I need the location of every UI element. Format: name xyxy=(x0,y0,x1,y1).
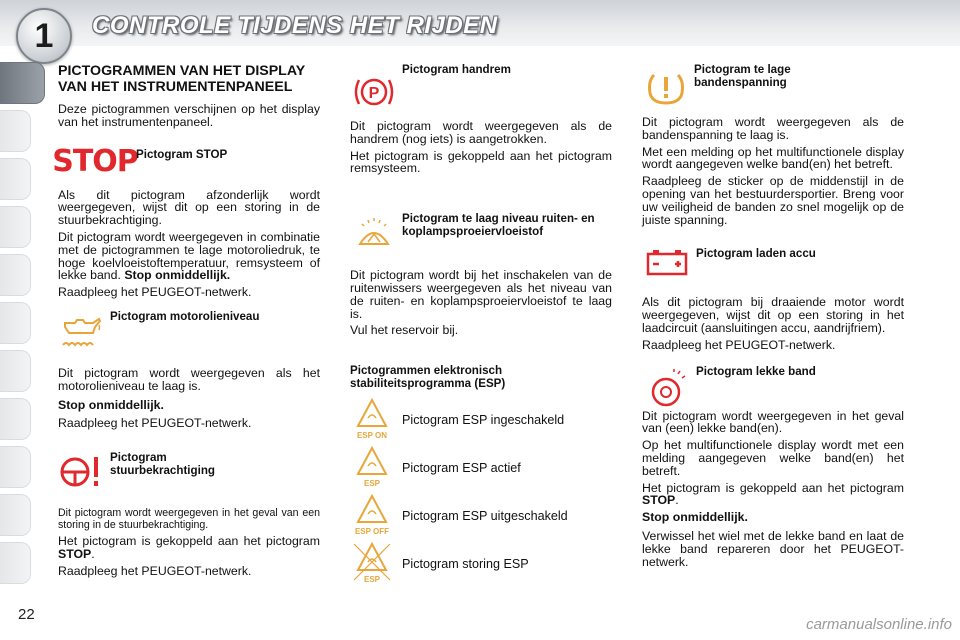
chapter-title: CONTROLE TIJDENS HET RIJDEN xyxy=(92,12,498,39)
washer-fluid-icon xyxy=(350,213,398,257)
stop-text-1: Als dit pictogram afzonderlijk wordt weergegeven, wijst dit op een storing in de stuurbekrachtiging. xyxy=(58,187,320,228)
stop-icon: STOP xyxy=(52,143,138,179)
flat-tyre-text-1: Dit pictogram wordt weergegeven in het geval van (een) lekke band(en). xyxy=(642,408,904,436)
chapter-tab-6[interactable] xyxy=(0,302,31,344)
flat-tyre-heading: Pictogram lekke band xyxy=(696,364,816,378)
oil-text-3: Raadpleeg het PEUGEOT-netwerk. xyxy=(58,416,252,431)
chapter-tab-5[interactable] xyxy=(0,254,31,296)
battery-text-1: Als dit pictogram bij draaiende motor wordt weergegeven, wijst dit op een storing in het laadcircuit (aansluitingen accu, aandrijfriem). xyxy=(642,295,904,335)
stop-heading: Pictogram STOP xyxy=(136,147,228,161)
esp-heading: Pictogrammen elektronisch stabiliteitsprogramma (ESP) xyxy=(350,364,506,390)
chapter-tab-8[interactable] xyxy=(0,398,31,440)
stop-now-emphasis: Stop onmiddellijk. xyxy=(124,268,231,283)
svg-text:ESP ON: ESP ON xyxy=(356,430,388,440)
handbrake-picto-block xyxy=(350,64,612,114)
handbrake-text-1: Dit pictogram wordt weergegeven als de handrem (nog iets) is aangetrokken. xyxy=(350,119,612,146)
esp-active-icon xyxy=(350,444,394,493)
tyre-pressure-text-1: Dit pictogram wordt weergegeven als de bandenspanning te laag is. xyxy=(642,115,904,142)
column-2 xyxy=(350,64,612,588)
tyre-pressure-picto-block xyxy=(642,64,904,112)
esp-row-on xyxy=(350,396,612,444)
chapter-number-badge: 1 xyxy=(16,8,72,64)
steering-wheel-warning-icon xyxy=(58,452,104,492)
flat-tyre-text-3: Het pictogram is gekoppeld aan het pictogram STOP. xyxy=(642,480,904,508)
intro-text: Deze pictogrammen verschijnen op het display van het instrumentenpaneel. xyxy=(58,102,320,129)
steering-text-3: Raadpleeg het PEUGEOT-netwerk. xyxy=(58,563,252,578)
chapter-tab-4[interactable] xyxy=(0,206,31,248)
tyre-pressure-text-2: Met een melding op het multifunctionele display wordt aangegeven welke band(en) het betreft. xyxy=(642,144,904,172)
washer-text-1: Dit pictogram wordt bij het inschakelen van de ruitenwissers weergegeven als het niveau van de ruiten- en koplampsproeiervloeistof te laag is. xyxy=(350,268,612,321)
flat-tyre-text-2: Op het multifunctionele display wordt met een melding aangegeven welke band(en) het betreft. xyxy=(642,438,904,478)
esp-fault-icon xyxy=(350,540,394,589)
steering-text-2: Het pictogram is gekoppeld aan het pictogram STOP. xyxy=(58,534,320,561)
chapter-tab-11[interactable] xyxy=(0,542,31,584)
steering-text-1: Dit pictogram wordt weergegeven in het geval van een storing in de stuurbekrachtiging. xyxy=(58,507,320,531)
flat-tyre-text-4: Stop onmiddellijk. xyxy=(642,510,748,525)
steering-picto-block xyxy=(58,452,320,496)
column-3 xyxy=(642,64,904,572)
battery-picto-block xyxy=(642,246,904,286)
oil-can-icon xyxy=(58,309,104,355)
svg-text:ESP: ESP xyxy=(363,574,381,584)
watermark: carmanualsonline.info xyxy=(806,616,952,633)
svg-text:ESP OFF: ESP OFF xyxy=(354,526,390,536)
chapter-tab-10[interactable] xyxy=(0,494,31,536)
page-number: 22 xyxy=(18,606,35,623)
handbrake-heading: Pictogram handrem xyxy=(402,63,511,76)
steering-heading: Pictogram stuurbekrachtiging xyxy=(110,451,216,477)
handbrake-icon xyxy=(350,64,398,120)
chapter-tab-3[interactable] xyxy=(0,158,31,200)
battery-icon xyxy=(642,246,692,280)
battery-text-2: Raadpleeg het PEUGEOT-netwerk. xyxy=(642,337,836,352)
oil-text-1: Dit pictogram wordt weergegeven als het motorolieniveau te laag is. xyxy=(58,365,320,393)
column-1 xyxy=(52,63,320,582)
washer-picto-block xyxy=(350,213,612,261)
flat-tyre-picto-block xyxy=(642,366,904,408)
stop-text-2: Dit pictogram wordt weergegeven in combinatie met de pictogrammen te lage motoroliedruk, te hoge koelvloeistoftemperatuur, remsysteem of lekke band. Stop onmiddellijk. xyxy=(58,229,320,283)
washer-heading: Pictogram te laag niveau ruiten- en koplampsproeiervloeistof xyxy=(402,212,595,238)
tyre-pressure-icon xyxy=(642,64,690,114)
flat-tyre-text-5: Verwissel het wiel met de lekke band en laat de lekke band repareren door het PEUGEOT-netwerk. xyxy=(642,528,904,569)
esp-row-fault xyxy=(350,540,612,588)
flat-tyre-icon xyxy=(642,366,692,410)
esp-list xyxy=(350,396,612,588)
stop-text-3: Raadpleeg het PEUGEOT-netwerk. xyxy=(58,285,252,300)
tyre-pressure-text-3: Raadpleeg de sticker op de middenstijl in de opening van het bestuurdersportier. Breng voor uw veiligheid de banden zo snel mogelijk op de juiste spanning. xyxy=(642,174,904,227)
handbrake-text-2: Het pictogram is gekoppeld aan het pictogram remsysteem. xyxy=(350,148,612,176)
stop-emphasis: STOP xyxy=(642,493,676,508)
tyre-pressure-heading: Pictogram te lage bandenspanning xyxy=(694,63,791,89)
esp-off-icon xyxy=(350,492,394,541)
stop-emphasis: STOP xyxy=(58,546,92,561)
page-header xyxy=(0,0,960,46)
battery-heading: Pictogram laden accu xyxy=(696,247,816,261)
esp-row-active xyxy=(350,444,612,492)
esp-fault-label: Pictogram storing ESP xyxy=(402,557,529,572)
oil-heading: Pictogram motorolieniveau xyxy=(110,309,260,323)
chapter-tab-1[interactable] xyxy=(0,62,45,104)
esp-active-label: Pictogram ESP actief xyxy=(402,461,521,476)
esp-on-label: Pictogram ESP ingeschakeld xyxy=(402,413,565,428)
esp-on-icon xyxy=(350,396,394,445)
oil-picto-block xyxy=(58,309,320,359)
washer-text-2: Vul het reservoir bij. xyxy=(350,323,459,338)
svg-text:P: P xyxy=(368,85,380,102)
chapter-tab-9[interactable] xyxy=(0,446,31,488)
chapter-tab-7[interactable] xyxy=(0,350,31,392)
oil-text-2: Stop onmiddellijk. xyxy=(58,397,164,412)
section-title: PICTOGRAMMEN VAN HET DISPLAY VAN HET INSTRUMENTENPANEEL xyxy=(58,63,305,95)
esp-off-label: Pictogram ESP uitgeschakeld xyxy=(402,509,568,524)
svg-text:ESP: ESP xyxy=(363,478,381,488)
chapter-tabs xyxy=(0,62,44,590)
stop-picto-block xyxy=(52,143,320,185)
chapter-tab-2[interactable] xyxy=(0,110,31,152)
esp-row-off xyxy=(350,492,612,540)
